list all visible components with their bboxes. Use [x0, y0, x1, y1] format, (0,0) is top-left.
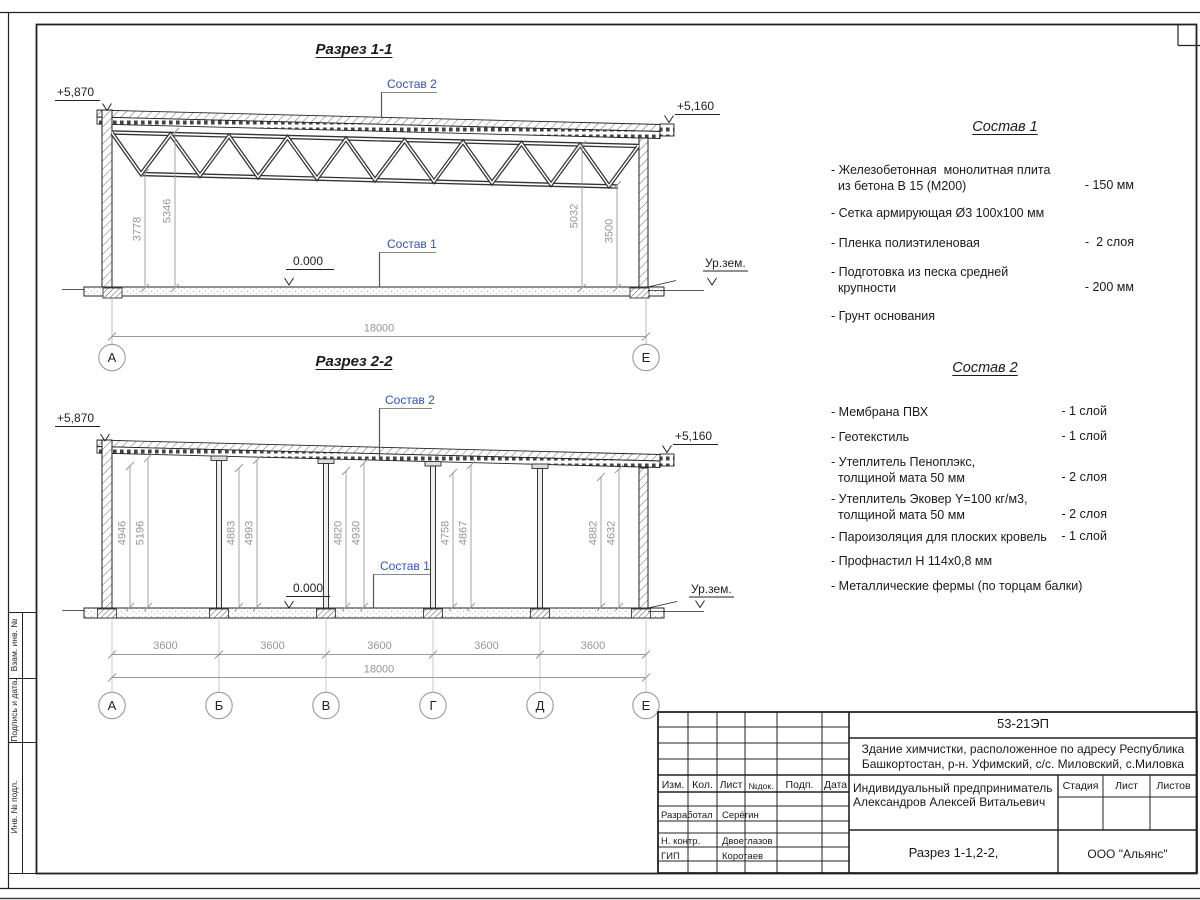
- stamp-inv-podl: Инв. № подл.: [9, 780, 19, 834]
- span-dim: 3600: [153, 640, 178, 652]
- bottom-dim-2-2: [99, 620, 659, 719]
- floor-slab: [84, 608, 664, 618]
- role-name: Двоеглазов: [722, 836, 773, 847]
- project-description: Здание химчистки, расположенное по адресу Республика Башкортостан, р-н. Уфимский, с/с. Миловский, с.Миловка: [861, 742, 1185, 771]
- dim-pair: 4930: [350, 520, 363, 546]
- dim-3500: 3500: [603, 218, 616, 244]
- sostav2-heading: Состав 2: [952, 360, 1018, 376]
- foundation: [531, 609, 550, 618]
- sostav2-callout: Состав 2: [385, 393, 435, 407]
- role-label: ГИП: [661, 851, 680, 862]
- axis-letter: Е: [641, 698, 651, 713]
- sostav1-item: - Пленка полиэтиленовая - 2 слоя: [831, 235, 1134, 250]
- section-2-2-title: Разрез 2-2: [315, 353, 393, 370]
- sostav2-item: - Геотекстиль - 1 слой: [831, 429, 1107, 444]
- sostav1-callout: Состав 1: [387, 237, 437, 251]
- sostav1-heading: Состав 1: [972, 119, 1038, 135]
- sostav2-callout: Состав 2: [387, 77, 437, 91]
- foundation: [632, 609, 651, 618]
- level-left-label: +5,870: [57, 85, 95, 99]
- axis-letter: Б: [214, 698, 224, 713]
- sostav2-item: - Пароизоляция для плоских кровель - 1 слой: [831, 529, 1107, 544]
- wall-left: [102, 110, 112, 290]
- span-dim: 3600: [580, 640, 606, 652]
- sostav2-item: - Утеплитель Эковер Y=100 кг/м3, толщиной мата 50 мм - 2 слоя: [831, 492, 1107, 522]
- sostav2-item: - Металлические фермы (по торцам балки): [831, 579, 1083, 593]
- dim-5032: 5032: [568, 203, 581, 229]
- sostav1-item: - Грунт основания: [831, 309, 936, 323]
- columns: [211, 456, 548, 610]
- dim-total-2-2: 18000: [363, 663, 395, 676]
- stage-col-header: Стадия: [1062, 780, 1099, 792]
- doc-number: 53-21ЭП: [997, 716, 1049, 731]
- roof-truss: [112, 133, 639, 187]
- wall-left: [102, 440, 112, 610]
- dim-pair: 4867: [457, 520, 470, 546]
- dim-pair: 4946: [116, 520, 129, 546]
- sostav1-item: - Железобетонная монолитная плита из бетона В 15 (М200) - 150 мм: [831, 163, 1134, 193]
- zero-level-label: 0.000: [293, 581, 324, 595]
- dim-pair: 4758: [439, 520, 452, 546]
- sostav2-list: [831, 403, 1107, 603]
- span-dim: 3600: [367, 640, 392, 652]
- span-dim: 3600: [260, 640, 285, 652]
- sostav1-item: - Подготовка из песка средней крупности - 200 мм: [831, 265, 1134, 295]
- section-2-2-drawing: [55, 393, 734, 719]
- level-left-label: +5,870: [57, 411, 95, 425]
- level-right-label: +5,160: [675, 429, 713, 443]
- dim-3778: 3778: [131, 216, 144, 242]
- col-kol: Кол.: [692, 779, 713, 791]
- span-dim: 3600: [474, 640, 499, 652]
- section-1-1-title: Разрез 1-1: [315, 41, 393, 58]
- axis-letter: А: [107, 698, 117, 713]
- sostav1-list: [831, 163, 1134, 333]
- vertical-dims-2-2: [126, 454, 623, 611]
- composition-leaders-2-2: [373, 393, 435, 608]
- dim-total-1-1: 18000: [363, 322, 395, 335]
- roof-end-cap: [660, 124, 674, 136]
- dim-pair: 4993: [243, 520, 256, 546]
- sheet-title: Разрез 1-1,2-2,: [908, 845, 999, 860]
- dim-pair: 4883: [225, 520, 238, 546]
- axis-letter-a: А: [107, 350, 117, 365]
- foundation: [317, 609, 336, 618]
- col-list: Лист: [719, 779, 743, 791]
- role-name: Серёгин: [722, 810, 759, 821]
- sostav1-callout: Состав 1: [380, 559, 430, 573]
- foundation: [98, 609, 117, 618]
- dim-pair: 4820: [332, 520, 345, 546]
- wall-right: [639, 138, 648, 290]
- foundation: [210, 609, 229, 618]
- client-name: Индивидуальный предприниматель Александров Алексей Витальевич: [853, 781, 1053, 809]
- axis-letter: Г: [429, 698, 437, 713]
- sheets-col-header: Листов: [1156, 780, 1191, 792]
- wall-right: [639, 468, 648, 610]
- stamp-vzam-inv: Взам. инв. №: [9, 618, 19, 672]
- ground-level-label: Ур.зем.: [691, 582, 732, 596]
- axis-letter-e: Е: [641, 350, 651, 365]
- sostav2-item: - Профнастил Н 114х0,8 мм: [831, 554, 993, 568]
- sostav1-item: - Сетка армирующая Ø3 100х100 мм: [831, 206, 1045, 220]
- col-ndok: №док.: [748, 781, 774, 791]
- foundation-right: [630, 288, 649, 298]
- role-label: Н. контр.: [661, 836, 701, 847]
- level-marks-2-2: [55, 411, 734, 608]
- dim-pair: 4882: [587, 520, 600, 546]
- col-izm: Изм.: [661, 779, 685, 791]
- axis-letter: Д: [535, 698, 545, 713]
- sostav2-item: - Утеплитель Пеноплэкс, толщиной мата 50 мм - 2 слоя: [831, 455, 1107, 485]
- axis-letter: В: [321, 698, 331, 713]
- foundation-left: [103, 288, 122, 298]
- col-podp: Подп.: [785, 779, 814, 791]
- role-label: Разработал: [661, 810, 713, 821]
- sostav2-item: - Мембрана ПВХ - 1 слой: [831, 404, 1107, 419]
- dim-pair: 5196: [134, 520, 147, 546]
- dim-pair: 4632: [605, 520, 618, 546]
- col-data: Дата: [823, 779, 848, 791]
- stamp-podpis-data: Подпись и дата.: [9, 678, 19, 742]
- vertical-dims-1-1: [141, 128, 621, 292]
- roof-end-cap: [660, 454, 674, 466]
- foundation: [424, 609, 443, 618]
- level-right-label: +5,160: [677, 99, 715, 113]
- organization: ООО "Альянс": [1087, 847, 1168, 861]
- zero-level-label: 0.000: [293, 254, 324, 268]
- sheet-col-header: Лист: [1115, 780, 1138, 792]
- role-name: Коротаев: [722, 851, 764, 862]
- dim-5346: 5346: [161, 198, 174, 224]
- ground-level-label: Ур.зем.: [705, 256, 746, 270]
- section-1-1-drawing: [55, 77, 748, 371]
